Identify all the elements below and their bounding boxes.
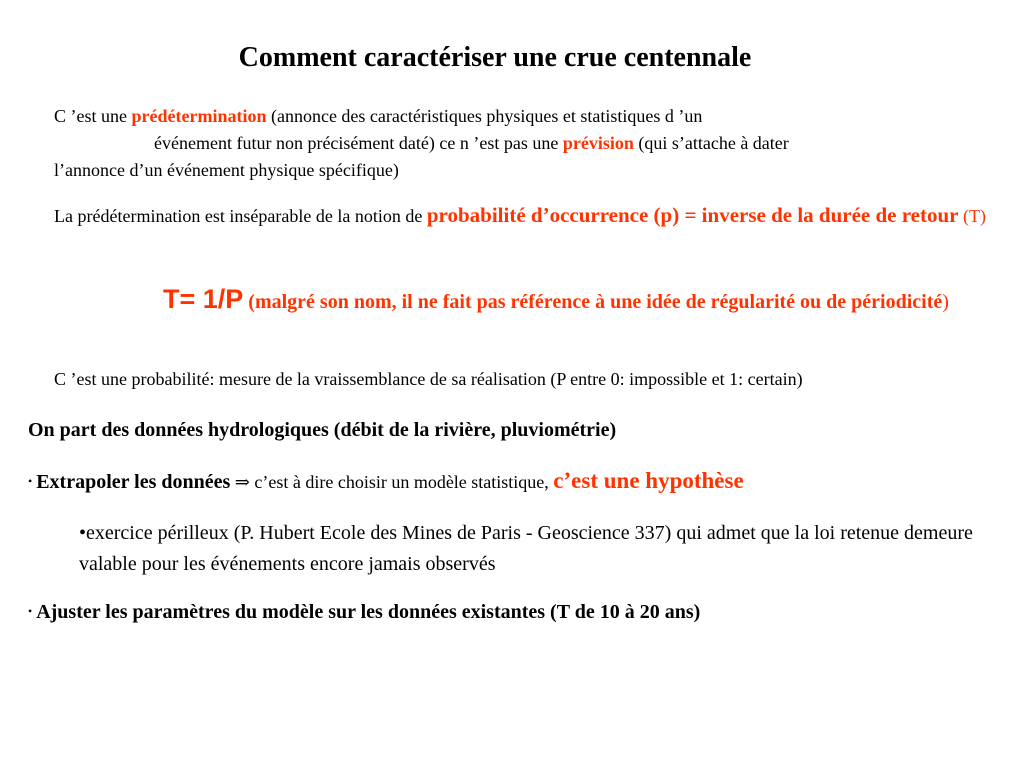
- bullet-adjust-parameters-text: Ajuster les paramètres du modèle sur les données existantes (T de 10 à 20 ans): [36, 601, 701, 623]
- p1-text-4: (qui s’attache à dater: [633, 133, 789, 153]
- implies-arrow-icon: ⇒: [234, 472, 250, 492]
- p1-text-2: (annonce des caractéristiques physiques et statistiques d ’un: [266, 106, 703, 126]
- formula-t-equals-1-over-p: T= 1/P: [163, 284, 244, 314]
- paragraph-probability-definition: C ’est une probabilité: mesure de la vraissemblance de sa réalisation (P entre 0: impossible et 1: certain): [54, 369, 803, 389]
- section-heading-hydrological-data: On part des données hydrologiques (débit de la rivière, pluviométrie): [28, 419, 617, 441]
- p2-text-1: La prédétermination est inséparable de la notion de: [54, 206, 427, 226]
- p2-text-2: (T): [958, 206, 986, 226]
- keyword-probability-occurrence: probabilité d’occurrence (p) = inverse de la durée de retour: [426, 203, 959, 227]
- bullet-icon: •: [28, 604, 33, 618]
- keyword-prevision: prévision: [562, 133, 634, 153]
- p1-line-2: [54, 130, 984, 157]
- formula-note: (malgré son nom, il ne fait pas référence à une idée de régularité ou de périodicité: [243, 291, 943, 313]
- p1-text-3: événement futur non précisément daté) ce n ’est pas une: [154, 133, 563, 153]
- keyword-hypothesis: c’est une hypothèse: [553, 468, 744, 493]
- keyword-predetermination: prédétermination: [131, 106, 267, 126]
- slide-title: Comment caractériser une crue centennale: [238, 42, 752, 73]
- paragraph-probability: [54, 200, 1014, 232]
- p1-text-1: C ’est une: [54, 106, 132, 126]
- bullet-adjust-parameters: [28, 598, 1018, 626]
- formula-note-close: ): [942, 291, 949, 313]
- bullet-extrapolate: [28, 466, 1018, 497]
- sub-bullet-risky-exercise: •exercice périlleux (P. Hubert Ecole des Mines de Paris - Geoscience 337) qui admet que la loi retenue demeure valable pour les événements encore jamais observés: [79, 522, 973, 575]
- bullet-icon: •: [28, 474, 33, 488]
- p1-line-3: l’annonce d’un événement physique spécifique): [54, 160, 399, 180]
- formula-paragraph: [155, 283, 1015, 319]
- bullet-extrapolate-text: c’est à dire choisir un modèle statistique,: [249, 472, 554, 492]
- p1-line-1: [54, 103, 984, 130]
- bullet-extrapolate-label: Extrapoler les données: [36, 471, 231, 493]
- paragraph-predetermination: [54, 103, 984, 184]
